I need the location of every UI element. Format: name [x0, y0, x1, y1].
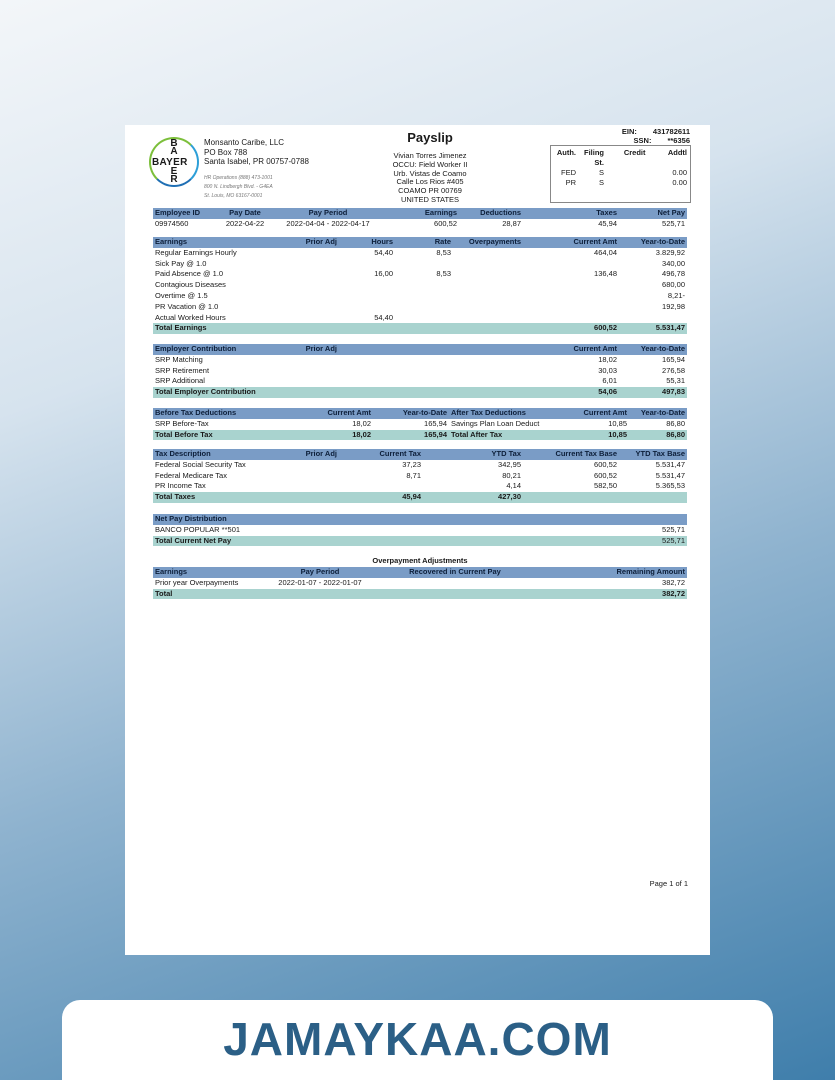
table-cell: SRP Before-Tax [155, 418, 209, 428]
table-cell [523, 492, 619, 503]
column-header: Year-to-Date [619, 344, 687, 355]
table-cell: 8,71 [406, 470, 421, 480]
column-header: Earnings [153, 567, 265, 578]
table-cell: 55,31 [666, 376, 685, 386]
employee-country: UNITED STATES [400, 194, 460, 204]
employee-occupation: OCCU: Field Worker II [392, 159, 468, 169]
column-header: Year-to-Date [629, 408, 687, 419]
table-cell [395, 291, 453, 302]
table-cell: 09974560 [155, 218, 189, 228]
table-cell: Savings Plan Loan Deduct [451, 418, 540, 428]
company-address-line: PO Box 788 [204, 147, 248, 157]
column-header: Pay Date [217, 208, 273, 219]
table-row [153, 219, 687, 230]
table-cell [273, 366, 339, 377]
tax-status-cell: 0.00 [672, 178, 687, 187]
table-row [153, 269, 687, 280]
page-number: Page 1 of 1 [649, 879, 688, 888]
table-cell: 600,52 [523, 323, 619, 334]
table-cell: 276,58 [662, 365, 685, 375]
table-cell [375, 589, 535, 600]
table-cell: 382,72 [535, 589, 687, 600]
employee-address-line: COAMO PR 00769 [398, 186, 462, 196]
ein-value: 431782611 [652, 127, 690, 136]
table-cell: 18,02 [598, 354, 617, 364]
ssn-value: **6356 [667, 136, 690, 145]
table-cell: 10,85 [608, 418, 627, 428]
table-cell: Contagious Diseases [155, 280, 226, 290]
table-header-row [153, 237, 687, 248]
column-header: YTD Tax Base [619, 449, 687, 460]
table-row [153, 302, 687, 313]
table-cell [273, 355, 339, 366]
table-cell [453, 302, 523, 313]
table-cell: Total [153, 589, 265, 600]
tax-status-cell: FED [561, 168, 576, 177]
table-cell: Total After Tax [449, 430, 565, 441]
table-cell: 54,40 [374, 247, 393, 257]
table-cell [453, 259, 523, 270]
table-cell: 136,48 [594, 269, 617, 279]
company-address-line: Santa Isabel, PR 00757-0788 [204, 157, 309, 166]
logo-letter: B [170, 138, 178, 149]
total-row [153, 387, 687, 398]
table-cell [523, 291, 619, 302]
ssn-label: SSN: [633, 136, 652, 145]
table-cell: Total Earnings [153, 323, 273, 334]
tax-status-header: Credit [623, 148, 646, 157]
table-cell-spacer [339, 387, 523, 398]
column-header: Pay Period [273, 208, 383, 219]
table-row [153, 248, 687, 259]
column-header: Taxes [523, 208, 619, 219]
table-cell: 10,85 [565, 430, 629, 441]
logo-word: BAYER [152, 157, 188, 168]
table-cell: 2022-01-07 - 2022-01-07 [278, 577, 362, 587]
table-cell: Prior year Overpayments [155, 577, 239, 587]
table-header-row [153, 449, 687, 460]
bayer-logo [149, 137, 199, 187]
column-header: Before Tax Deductions [153, 408, 273, 419]
column-header: Year-to-Date [373, 408, 449, 419]
total-row [153, 492, 687, 503]
table-cell [273, 387, 339, 398]
table-cell [273, 280, 339, 291]
table-cell [395, 259, 453, 270]
table-row [153, 460, 687, 471]
table-cell: 45,94 [339, 492, 423, 503]
table-row [153, 419, 687, 430]
hr-line: St. Louis, MO 63167-0001 [204, 193, 263, 199]
table-cell [395, 302, 453, 313]
column-header: Current Tax [339, 449, 423, 460]
table-cell: 525,71 [662, 524, 685, 534]
table-header-row [153, 408, 687, 419]
logo-letter: R [170, 174, 178, 185]
table-cell [273, 460, 339, 471]
column-header: Net Pay Distribution [153, 514, 619, 525]
table-cell: 37,23 [402, 459, 421, 469]
table-cell-spacer [339, 355, 523, 366]
table-header-row [153, 567, 687, 578]
tax-status-header: Auth. [556, 148, 576, 157]
table-header-row [153, 208, 687, 219]
table-cell: 600,52 [434, 218, 457, 228]
table-cell: Federal Medicare Tax [155, 470, 227, 480]
table-cell: 5.531,47 [655, 470, 685, 480]
tax-status-cell: S [598, 168, 604, 177]
table-cell: PR Vacation @ 1.0 [155, 301, 219, 311]
table-cell: 600,52 [594, 470, 617, 480]
table-cell: 497,83 [619, 387, 687, 398]
table-cell [453, 291, 523, 302]
total-row [153, 536, 687, 547]
tax-status-cell [604, 168, 646, 178]
table-row [153, 471, 687, 482]
table-cell [273, 481, 339, 492]
table-cell: Federal Social Security Tax [155, 459, 246, 469]
table-cell: 5.531,47 [619, 323, 687, 334]
table-cell [339, 323, 395, 334]
table-cell: 8,53 [436, 247, 451, 257]
column-header: Overpayments [453, 237, 523, 248]
table-cell: Sick Pay @ 1.0 [155, 258, 207, 268]
table-cell: 496,78 [662, 269, 685, 279]
taxes-table [153, 449, 687, 503]
table-cell: 86,80 [629, 430, 687, 441]
company-address [204, 138, 309, 167]
table-cell [523, 259, 619, 270]
table-cell [273, 269, 339, 280]
column-header: Remaining Amount [535, 567, 687, 578]
logo-letter: E [170, 166, 178, 177]
table-cell [453, 280, 523, 291]
table-cell: Total Current Net Pay [153, 536, 619, 547]
table-cell: SRP Matching [155, 354, 203, 364]
table-cell: 464,04 [594, 247, 617, 257]
table-cell: 8,21- [667, 290, 685, 300]
total-row [153, 323, 687, 334]
table-cell: 54,40 [374, 312, 393, 322]
table-cell [523, 313, 619, 324]
tax-status-header: Filing St. [584, 148, 604, 167]
table-cell [453, 269, 523, 280]
deductions-table [153, 408, 687, 440]
table-cell [395, 313, 453, 324]
table-cell: Regular Earnings Hourly [155, 247, 237, 257]
column-header: Year-to-Date [619, 237, 687, 248]
column-header: Current Amt [273, 408, 373, 419]
table-cell: 2022-04-22 [225, 218, 265, 228]
employee-address-line: Urb. Vistas de Coamo [393, 168, 467, 178]
net-pay-table [153, 514, 687, 546]
table-cell: 16,00 [374, 269, 393, 279]
table-cell [339, 280, 395, 291]
column-header: Current Tax Base [523, 449, 619, 460]
table-cell: 5.531,47 [655, 459, 685, 469]
table-cell: PR Income Tax [155, 481, 206, 491]
tax-status-cell [604, 178, 646, 188]
table-cell: 427,30 [423, 492, 523, 503]
table-row [153, 376, 687, 387]
table-row [153, 291, 687, 302]
table-cell: 525,71 [662, 218, 685, 228]
table-cell: 165,94 [373, 430, 449, 441]
table-cell: 165,94 [424, 418, 447, 428]
table-cell: 525,71 [619, 536, 687, 547]
table-cell [273, 492, 339, 503]
hr-line: 800 N. Lindbergh Blvd. - G4EA [204, 184, 273, 190]
logo-letter: A [170, 146, 178, 157]
table-cell [523, 302, 619, 313]
table-cell: 3.829,92 [655, 247, 685, 257]
table-row [153, 525, 687, 536]
column-header: Recovered in Current Pay [375, 567, 535, 578]
table-cell-spacer [339, 376, 523, 387]
page-title: Payslip [407, 130, 453, 145]
company-name: Monsanto Caribe, LLC [204, 138, 285, 147]
table-cell: SRP Additional [155, 376, 205, 386]
table-cell: 86,80 [666, 418, 685, 428]
table-cell-spacer [339, 366, 523, 377]
table-cell [273, 302, 339, 313]
watermark-text: JAMAYKAA.COM [223, 1013, 612, 1065]
table-cell: 342,95 [498, 459, 521, 469]
tax-status-cell: 0.00 [672, 168, 687, 177]
table-cell: 340,00 [662, 258, 685, 268]
table-cell: 18,02 [273, 430, 373, 441]
employee-address-line: Calle Los Rios #405 [396, 177, 464, 187]
table-cell: 8,53 [436, 269, 451, 279]
column-header: Earnings [153, 237, 273, 248]
watermark-banner [62, 1000, 773, 1080]
column-header-spacer [619, 514, 687, 525]
column-header-spacer [339, 344, 523, 355]
summary-table [153, 208, 687, 230]
table-cell [265, 589, 375, 600]
table-cell [339, 291, 395, 302]
table-cell: SRP Retirement [155, 365, 210, 375]
column-header: Prior Adj [273, 449, 339, 460]
total-row [153, 589, 687, 600]
table-cell: 6,01 [602, 376, 617, 386]
table-header-row [153, 344, 687, 355]
column-header: Deductions [459, 208, 523, 219]
table-cell: 45,94 [598, 218, 617, 228]
hr-contact [204, 174, 273, 201]
table-cell: 582,50 [594, 481, 617, 491]
table-header-row [153, 514, 687, 525]
table-cell [339, 481, 423, 492]
table-cell: 54,06 [523, 387, 619, 398]
table-cell: 192,98 [662, 301, 685, 311]
tax-status-box [550, 145, 691, 203]
table-cell [453, 313, 523, 324]
table-row [153, 280, 687, 291]
table-cell [273, 259, 339, 270]
column-header: Hours [339, 237, 395, 248]
column-header: Prior Adj [273, 344, 339, 355]
tax-status-cell: PR [565, 178, 576, 187]
table-cell [273, 323, 339, 334]
column-header: After Tax Deductions [449, 408, 565, 419]
ein-label: EIN: [621, 127, 637, 136]
table-cell: 28,87 [502, 218, 521, 228]
table-cell: Actual Worked Hours [155, 312, 226, 322]
table-cell: Total Before Tax [153, 430, 273, 441]
table-cell: 80,21 [502, 470, 521, 480]
tax-status-header: Addtl [667, 148, 687, 157]
table-cell [523, 280, 619, 291]
table-row [153, 578, 687, 589]
column-header: YTD Tax [423, 449, 523, 460]
table-cell [453, 248, 523, 259]
table-cell: 2022-04-04 - 2022-04-17 [286, 218, 370, 228]
column-header: Rate [395, 237, 453, 248]
column-header: Net Pay [619, 208, 687, 219]
column-header: Pay Period [265, 567, 375, 578]
table-cell [273, 248, 339, 259]
table-cell: BANCO POPULAR **501 [155, 524, 241, 534]
table-row [153, 481, 687, 492]
table-cell: Paid Absence @ 1.0 [155, 269, 224, 279]
table-cell [273, 471, 339, 482]
table-cell: 680,00 [662, 280, 685, 290]
table-cell: 5.365,53 [655, 481, 685, 491]
overpayment-title: Overpayment Adjustments [372, 556, 468, 565]
employee-address [355, 152, 505, 205]
column-header: Prior Adj [273, 237, 339, 248]
table-cell: 165,94 [662, 354, 685, 364]
column-header: Current Amt [523, 344, 619, 355]
hr-line: HR Operations (888) 473-1001 [204, 175, 273, 181]
table-cell [619, 313, 687, 324]
table-row [153, 355, 687, 366]
table-cell: 18,02 [352, 418, 371, 428]
table-cell: 30,03 [598, 365, 617, 375]
tax-status-cell: S [598, 178, 604, 187]
employer-ids [622, 127, 690, 145]
table-cell: Overtime @ 1.5 [155, 290, 208, 300]
table-cell: 382,72 [662, 577, 685, 587]
table-cell: Total Employer Contribution [153, 387, 273, 398]
employee-name: Vivian Torres Jimenez [393, 151, 467, 160]
table-row [153, 366, 687, 377]
table-cell [375, 578, 535, 589]
column-header: Tax Description [153, 449, 273, 460]
table-cell [273, 313, 339, 324]
table-cell [395, 323, 453, 334]
table-cell [273, 376, 339, 387]
table-cell [273, 291, 339, 302]
column-header: Earnings [383, 208, 459, 219]
column-header: Employee ID [153, 208, 217, 219]
column-header: Current Amt [523, 237, 619, 248]
table-cell: Total Taxes [153, 492, 273, 503]
column-header: Current Amt [565, 408, 629, 419]
total-row [153, 430, 687, 441]
column-header: Employer Contribution [153, 344, 273, 355]
table-cell: 4,14 [506, 481, 521, 491]
table-cell [453, 323, 523, 334]
payslip-document [125, 125, 710, 955]
earnings-table [153, 237, 687, 334]
table-cell [619, 492, 687, 503]
overpayment-table [153, 567, 687, 599]
table-cell: 600,52 [594, 459, 617, 469]
table-row [153, 259, 687, 270]
table-row [153, 313, 687, 324]
table-cell [339, 302, 395, 313]
employer-contribution-table [153, 344, 687, 398]
table-cell [395, 280, 453, 291]
table-cell [339, 259, 395, 270]
